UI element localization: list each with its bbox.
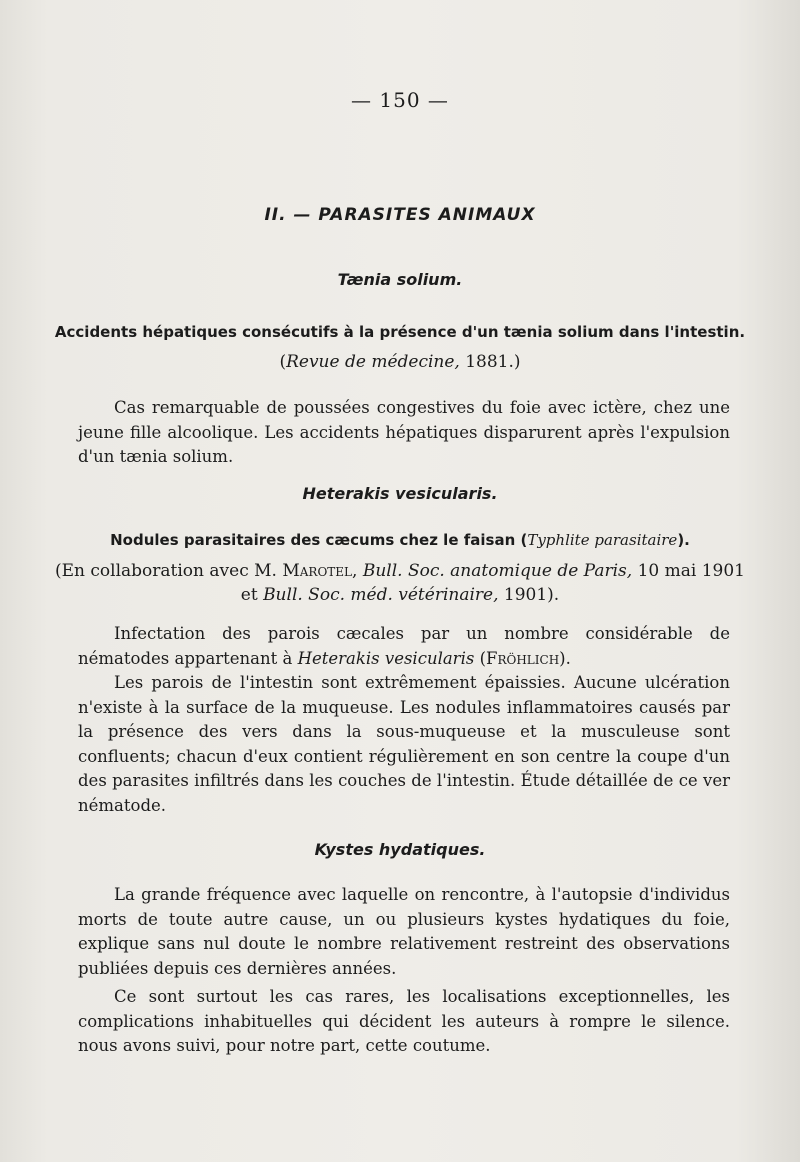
collab-line1-a: (En collaboration avec M. xyxy=(55,561,283,581)
kystes-paragraph-2: Ce sont surtout les cas rares, les localisations exceptionnelles, les complications inhabituelles qui décident les auteurs à rompre le silence. nous avons suivi, pour notre part, cette coutume. xyxy=(78,987,730,1055)
ref-journal: Revue de médecine, xyxy=(286,352,460,372)
para1-author: Fröhlich xyxy=(486,648,560,668)
taenia-paragraph-block xyxy=(78,396,730,470)
kystes-heading: Kystes hydatiques. xyxy=(314,840,486,859)
taenia-article-title: Accidents hépatiques consécutifs à la présence d'un tænia solium dans l'intestin. xyxy=(54,323,746,341)
heterakis-title-main: Nodules parasitaires des cæcums chez le faisan ( xyxy=(110,531,528,549)
collab-journal2: Bull. Soc. méd. vétérinaire, xyxy=(263,585,499,605)
heterakis-paragraph-1 xyxy=(78,622,730,671)
heterakis-paragraph-2: Les parois de l'intestin sont extrêmement épaissies. Aucune ulcération n'existe à la surface de la muqueuse. Les nodules inflammatoires causés par la présence des vers dans la sous-muqueuse et la musculeuse sont confluents; chacun d'eux contient régulièrement en son centre la coupe d'un des parasites infiltrés dans les couches de l'intestin. Étude détaillée de ce ver nématode. xyxy=(78,673,730,815)
ref-year: 1881.) xyxy=(459,352,521,372)
heterakis-heading: Heterakis vesicularis. xyxy=(302,484,498,503)
heterakis-collab-line1 xyxy=(0,561,800,581)
heterakis-article-title xyxy=(0,531,800,549)
para1-a: Infectation des parois cæcales par un nombre considérable de nématodes appartenant à xyxy=(78,624,730,668)
taenia-heading: Tænia solium. xyxy=(337,270,463,289)
heterakis-title-italic: Typhlite parasitaire xyxy=(527,531,678,549)
collab-line1-b: , xyxy=(352,561,363,581)
taenia-paragraph: Cas remarquable de poussées congestives du foie avec ictère, chez une jeune fille alcoolique. Les accidents hépatiques disparurent après l'expulsion d'un tænia solium. xyxy=(78,398,730,466)
kystes-paragraph-1: La grande fréquence avec laquelle on rencontre, à l'autopsie d'individus morts de toute autre cause, un ou plusieurs kystes hydatiques du foie, explique sans nul doute le nombre relativement restreint des observations publiées depuis ces dernières années. xyxy=(78,885,730,978)
heterakis-collab-line2 xyxy=(0,585,800,605)
collab-author: Marotel xyxy=(282,561,353,581)
page-number: — 150 — xyxy=(351,88,449,112)
collab-line1-c: 10 mai 1901 xyxy=(632,561,745,581)
ref-open: ( xyxy=(279,352,287,372)
collab-line2-b: 1901). xyxy=(498,585,560,605)
section-title: II. — PARASITES ANIMAUX xyxy=(264,205,536,225)
collab-line2-a: et xyxy=(240,585,264,605)
taenia-reference xyxy=(0,352,800,372)
heterakis-paragraphs xyxy=(78,622,730,818)
para1-c: ). xyxy=(559,648,571,668)
kystes-paragraphs xyxy=(78,883,730,1059)
para1-species: Heterakis vesicularis xyxy=(297,648,475,668)
para1-b: ( xyxy=(474,648,487,668)
collab-journal1: Bull. Soc. anatomique de Paris, xyxy=(362,561,633,581)
heterakis-title-end: ). xyxy=(677,531,690,549)
